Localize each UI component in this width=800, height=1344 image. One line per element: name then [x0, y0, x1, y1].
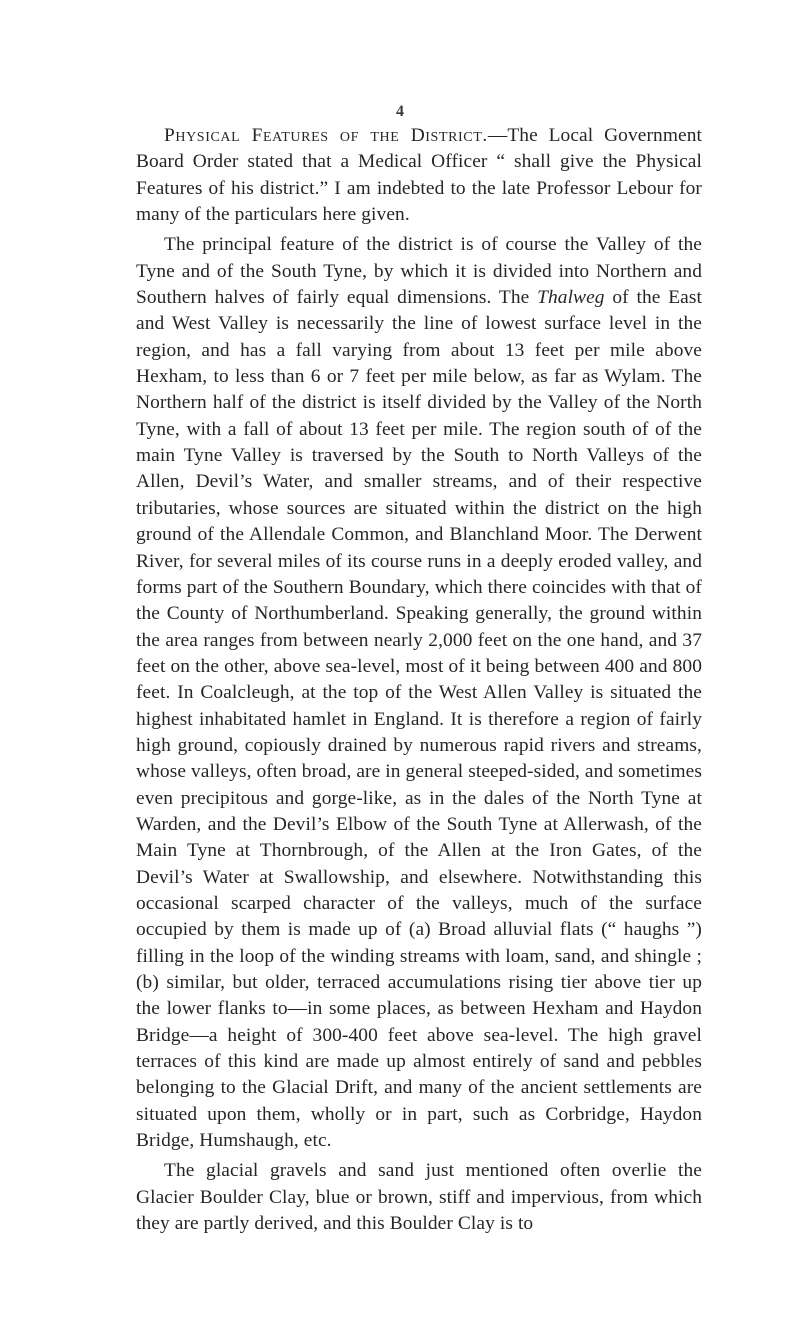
paragraph-text: The glacial gravels and sand just mentioned often overlie the Glacier Boulder Clay, blue or brown, stiff and impervious, from which they are partly derived, and this Boulder Clay is to: [136, 1160, 702, 1235]
page-number: 4: [396, 103, 404, 120]
paragraph-glacial-gravels: [136, 1158, 702, 1237]
body-text: [136, 123, 702, 1237]
paragraph-principal-feature: [136, 232, 702, 1154]
section-heading: Physical Features of the District.: [164, 125, 488, 146]
italic-term: Thalweg: [537, 287, 605, 309]
paragraph-text: of the East and West Valley is necessarily the line of lowest surface level in the region, and has a fall varying from about 13 feet per mile above Hexham, to less than 6 or 7 feet per mile below, as far as Wylam. The Northern half of the district is itself divided by the Valley of the North Tyne, with a fall of about 13 feet per mile. The region south of of the main Tyne Valley is traversed by the South to North Valleys of the Allen, Devil’s Water, and smaller streams, and of their respective tributaries, whose sources are situated within the district on the high ground of the Allendale Common, and Blanchland Moor. The Derwent River, for several miles of its course runs in a deeply eroded valley, and forms part of the Southern Boundary, which there coincides with that of the County of Northumberland. Speaking generally, the ground within the area ranges from between nearly 2,000 feet on the one hand, and 37 feet on the other, above sea-level, most of it being between 400 and 800 feet. In Coalcleugh, at the top of the West Allen Valley is situated the highest inhabitated hamlet in England. It is therefore a region of fairly high ground, copiously drained by numerous rapid rivers and streams, whose valleys, often broad, are in general steeped-sided, and sometimes even precipitous and gorge-like, as in the dales of the North Tyne at Warden, and the Devil’s Elbow of the South Tyne at Allerwash, of the Main Tyne at Thornbrough, of the Allen at the Iron Gates, of the Devil’s Water at Swallowship, and elsewhere. Notwithstanding this occasional scarped character of the valleys, much of the surface occupied by them is made up of (a) Broad alluvial flats (“ haughs ”) filling in the loop of the winding streams with loam, sand, and shingle ; (b) similar, but older, terraced accumulations rising tier above tier up the lower flanks to—in some places, as between Hexham and Haydon Bridge—a height of 300-400 feet above sea-level. The high gravel terraces of this kind are made up almost entirely of sand and pebbles belonging to the Glacial Drift, and many of the ancient settlements are situated upon them, wholly or in part, such as Corbridge, Haydon Bridge, Humshaugh, etc.: [136, 287, 703, 1152]
paragraph-physical-features: [136, 123, 702, 228]
paragraph-text: —The Local Government Board Order stated that a Medical Officer “ shall give the Physical Features of his district.” I am indebted to the late Professor Lebour for many of the particulars here given.: [136, 125, 702, 226]
paragraph-text: The principal feature of the district is of course the Valley of the Tyne and of the South Tyne, by which it is divided into Northern and Southern halves of fairly equal dimensions. The: [136, 234, 702, 309]
